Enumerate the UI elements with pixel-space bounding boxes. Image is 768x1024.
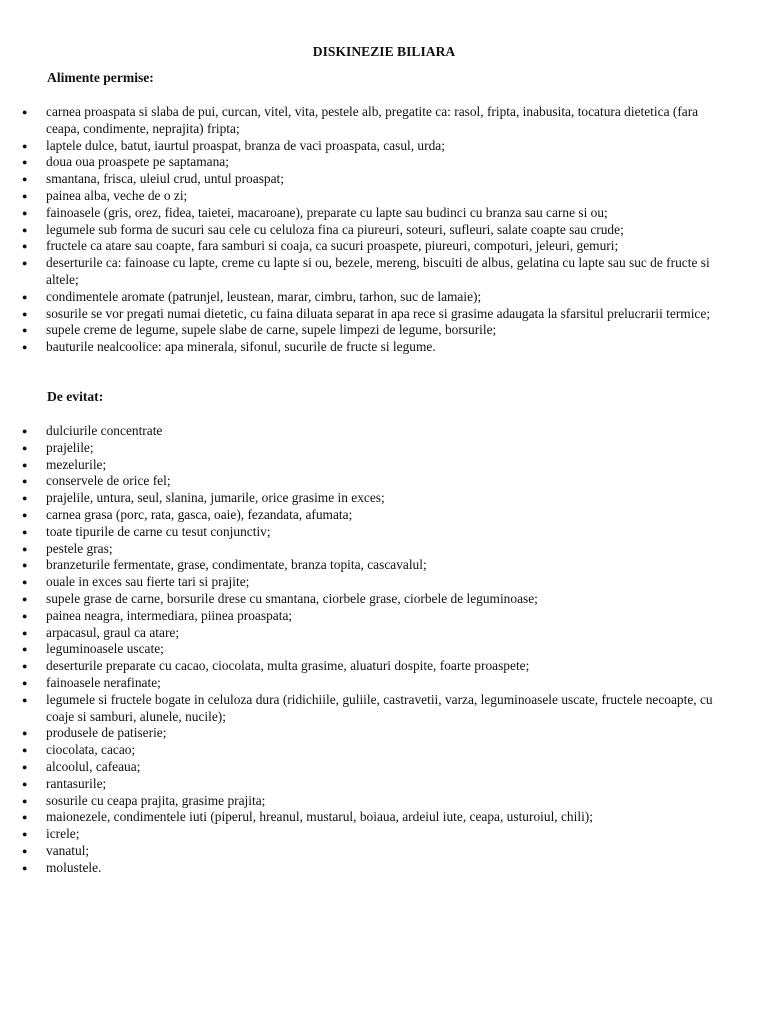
list-item: [0, 608, 720, 625]
list-item-text: prajelile;: [46, 439, 94, 455]
list-item-text: leguminoasele uscate;: [46, 641, 164, 657]
list-item: [0, 675, 720, 692]
list-item: [0, 490, 720, 507]
list-item-text: arpacasul, graul ca atare;: [46, 624, 180, 640]
list-item: [0, 339, 720, 356]
list-item: [0, 574, 720, 591]
list-item-text: deserturile ca: fainoase cu lapte, creme cu lapte si ou, bezele, mereng, biscuiti de albus, gelatina cu lapte sau suc de fructe si altele;: [46, 255, 710, 287]
allowed-foods-heading: Alimente permise:: [47, 70, 154, 85]
list-item: [0, 541, 720, 558]
list-item: [0, 725, 720, 742]
bullet-dot-icon: ●: [22, 442, 28, 453]
list-item-text: doua oua proaspete pe saptamana;: [46, 154, 229, 170]
bullet-dot-icon: ●: [22, 795, 28, 806]
bullet-dot-icon: ●: [22, 862, 28, 873]
bullet-dot-icon: ●: [22, 157, 28, 168]
bullet-dot-icon: ●: [22, 224, 28, 235]
list-item: [0, 759, 720, 776]
bullet-dot-icon: ●: [22, 845, 28, 856]
bullet-dot-icon: ●: [22, 325, 28, 336]
list-item: [0, 289, 720, 306]
list-item-text: mezelurile;: [46, 456, 107, 472]
list-item: [0, 188, 720, 205]
list-item-text: fructele ca atare sau coapte, fara samburi si coaja, ca sucuri proaspete, piureuri, compoturi, jeleuri, gemuri;: [46, 238, 619, 254]
bullet-dot-icon: ●: [22, 107, 28, 117]
list-item: [0, 507, 720, 524]
list-item: [0, 138, 720, 155]
avoid-foods-heading: De evitat:: [47, 389, 104, 404]
list-item-text: legumele si fructele bogate in celuloza dura (ridichiile, guliile, castravetii, varza, leguminoasele uscate, fructele necoapte, cu coaje si samburi, alunele, nucile);: [46, 691, 713, 724]
list-item-text: ouale in exces sau fierte tari si prajite;: [46, 574, 250, 590]
bullet-dot-icon: ●: [22, 190, 28, 201]
list-item-text: molustele.: [46, 859, 102, 875]
list-item-text: branzeturile fermentate, grase, condimentate, branza topita, cascavalul;: [46, 557, 427, 573]
list-item-text: conservele de orice fel;: [46, 473, 171, 489]
list-item: [0, 205, 720, 222]
bullet-dot-icon: ●: [22, 644, 28, 655]
bullet-dot-icon: ●: [22, 207, 28, 218]
list-item: [0, 625, 720, 642]
list-item-text: painea alba, veche de o zi;: [46, 187, 188, 203]
list-item-text: laptele dulce, batut, iaurtul proaspat, branza de vaci proaspata, casul, urda;: [46, 137, 445, 153]
list-item-text: ciocolata, cacao;: [46, 742, 136, 758]
list-item-text: sosurile se vor pregati numai dietetic, cu faina diluata separat in apa rece si grasime adaugata la sfarsitul prelucrarii termice;: [46, 305, 711, 321]
bullet-dot-icon: ●: [22, 241, 28, 252]
bullet-dot-icon: ●: [22, 778, 28, 789]
bullet-dot-icon: ●: [22, 560, 28, 571]
document-title: DISKINEZIE BILIARA: [312, 44, 456, 59]
list-item-text: painea neagra, intermediara, piinea proaspata;: [46, 607, 293, 623]
list-item: [0, 843, 720, 860]
list-item-text: fainoasele nerafinate;: [46, 674, 161, 690]
list-item: [0, 154, 720, 171]
list-item: [0, 171, 720, 188]
list-item: [0, 306, 720, 323]
bullet-dot-icon: ●: [22, 509, 28, 520]
list-item: [0, 809, 720, 826]
list-item-text: pestele gras;: [46, 540, 113, 556]
list-item: [0, 793, 720, 810]
list-item-text: bauturile nealcoolice: apa minerala, sifonul, sucurile de fructe si legume.: [46, 339, 436, 355]
list-item-text: supele creme de legume, supele slabe de carne, supele limpezi de legume, borsurile;: [46, 322, 497, 338]
list-item: [0, 322, 720, 339]
bullet-dot-icon: ●: [22, 342, 28, 353]
list-item: [0, 641, 720, 658]
list-item-text: carnea proaspata si slaba de pui, curcan, vitel, vita, pestele alb, pregatite ca: rasol, fripta, inabusita, tocatura dietetica (fara ceapa, condimente, neprajita) fripta;: [46, 104, 699, 136]
bullet-dot-icon: ●: [22, 258, 28, 269]
bullet-dot-icon: ●: [22, 593, 28, 604]
bullet-dot-icon: ●: [22, 812, 28, 823]
list-item: [0, 440, 720, 457]
list-item-text: legumele sub forma de sucuri sau cele cu celuloza fina ca piureuri, soteuri, sufleuri, salate coapte sau crude;: [46, 221, 624, 237]
bullet-dot-icon: ●: [22, 577, 28, 588]
list-item: [0, 222, 720, 239]
list-item: [0, 658, 720, 675]
avoid-foods-list: [0, 423, 720, 877]
list-item-text: carnea grasa (porc, rata, gasca, oaie), fezandata, afumata;: [46, 506, 353, 522]
list-item-text: smantana, frisca, uleiul crud, untul proaspat;: [46, 171, 284, 187]
list-item: [0, 423, 720, 440]
list-item: [0, 776, 720, 793]
list-item-text: alcoolul, cafeaua;: [46, 758, 141, 774]
bullet-dot-icon: ●: [22, 476, 28, 487]
bullet-dot-icon: ●: [22, 308, 28, 319]
bullet-dot-icon: ●: [22, 661, 28, 672]
list-item: [0, 557, 720, 574]
list-item-text: deserturile preparate cu cacao, ciocolata, multa grasime, aluaturi dospite, foarte proaspete;: [46, 658, 530, 674]
list-item-text: maionezele, condimentele iuti (piperul, hreanul, mustarul, boiaua, ardeiul iute, ceapa, usturoiul, chili);: [46, 809, 593, 825]
list-item: [0, 826, 720, 843]
list-item-text: condimentele aromate (patrunjel, leustean, marar, cimbru, tarhon, suc de lamaie);: [46, 288, 482, 304]
bullet-dot-icon: ●: [22, 761, 28, 772]
list-item: [0, 742, 720, 759]
list-item-text: toate tipurile de carne cu tesut conjunctiv;: [46, 523, 271, 539]
list-item: [0, 860, 720, 877]
list-item-text: sosurile cu ceapa prajita, grasime prajita;: [46, 792, 266, 808]
list-item: [0, 591, 720, 608]
allowed-foods-list: [0, 104, 720, 356]
bullet-dot-icon: ●: [22, 526, 28, 537]
list-item-text: vanatul;: [46, 842, 90, 858]
bullet-dot-icon: ●: [22, 677, 28, 688]
list-item-text: supele grase de carne, borsurile drese cu smantana, ciorbele grase, ciorbele de leguminoase;: [46, 590, 538, 606]
list-item-text: icrele;: [46, 826, 80, 842]
bullet-dot-icon: ●: [22, 140, 28, 151]
bullet-dot-icon: ●: [22, 745, 28, 756]
list-item-text: rantasurile;: [46, 775, 107, 791]
list-item-text: dulciurile concentrate: [46, 423, 163, 438]
list-item: [0, 692, 720, 726]
list-item-text: produsele de patiserie;: [46, 725, 167, 741]
list-item: [0, 255, 720, 289]
bullet-dot-icon: ●: [22, 728, 28, 739]
bullet-dot-icon: ●: [22, 627, 28, 638]
bullet-dot-icon: ●: [22, 291, 28, 302]
list-item: [0, 238, 720, 255]
bullet-dot-icon: ●: [22, 543, 28, 554]
bullet-dot-icon: ●: [22, 493, 28, 504]
list-item: [0, 473, 720, 490]
list-item-text: prajelile, untura, seul, slanina, jumarile, orice grasime in exces;: [46, 490, 385, 506]
bullet-dot-icon: ●: [22, 174, 28, 185]
list-item: [0, 104, 720, 138]
bullet-dot-icon: ●: [22, 829, 28, 840]
list-item: [0, 457, 720, 474]
list-item: [0, 524, 720, 541]
bullet-dot-icon: ●: [22, 694, 28, 705]
bullet-dot-icon: ●: [22, 459, 28, 470]
bullet-dot-icon: ●: [22, 426, 28, 436]
list-item-text: fainoasele (gris, orez, fidea, taietei, macaroane), preparate cu lapte sau budinci cu branza sau carne si ou;: [46, 204, 608, 220]
bullet-dot-icon: ●: [22, 610, 28, 621]
